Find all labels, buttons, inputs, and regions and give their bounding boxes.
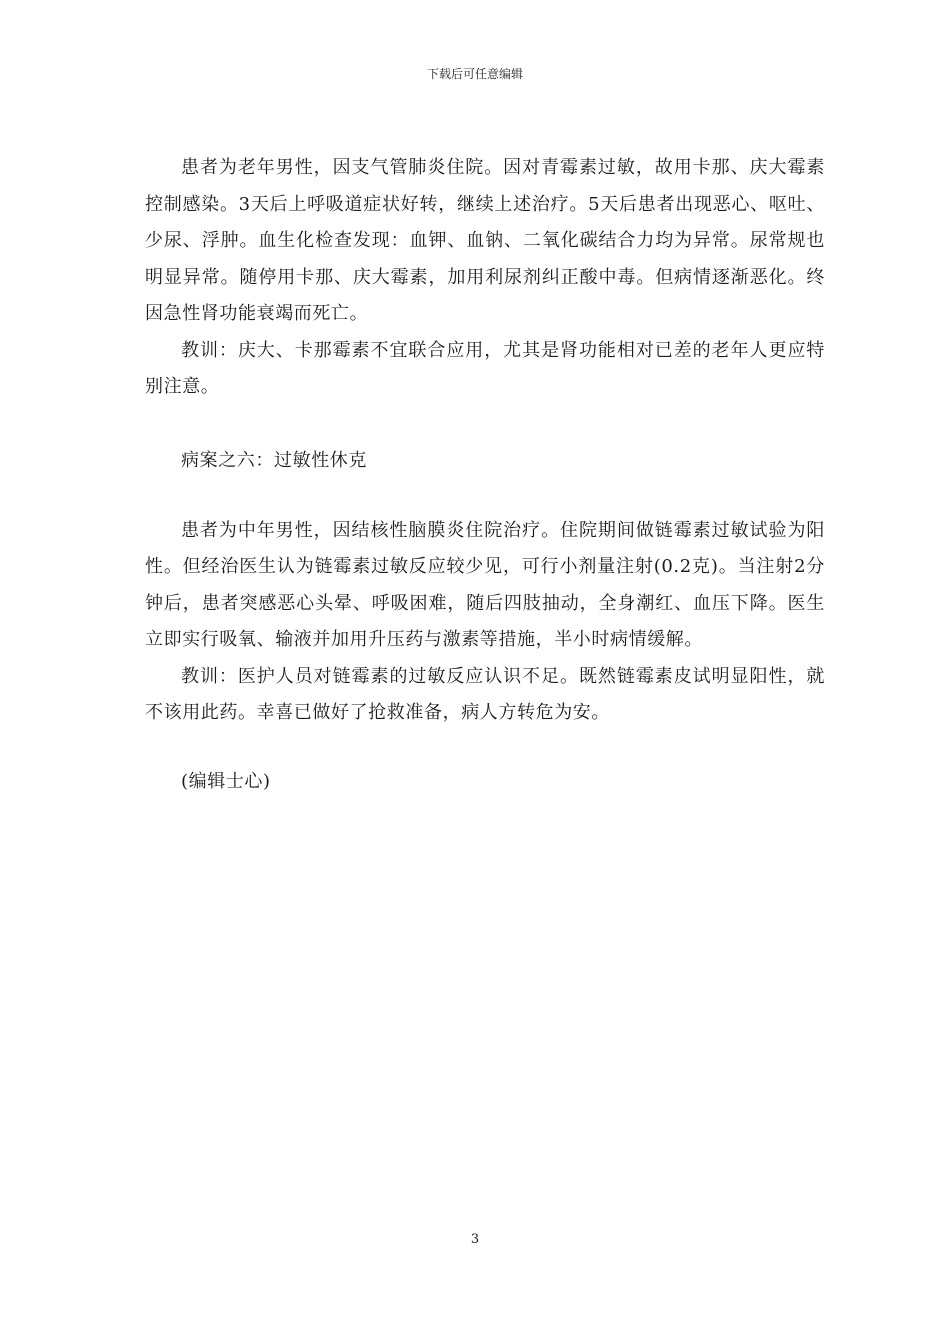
page-number: 3 bbox=[470, 1232, 480, 1247]
editor-credit: (编辑士心) bbox=[181, 770, 271, 792]
case5-lesson: 教训：庆大、卡那霉素不宜联合应用，尤其是肾功能相对已差的老年人更应特别注意。 bbox=[145, 339, 825, 397]
case6-lesson: 教训：医护人员对链霉素的过敏反应认识不足。既然链霉素皮试明显阳性，就不该用此药。幸喜已做好了抢救准备，病人方转危为安。 bbox=[145, 665, 825, 723]
document-body bbox=[145, 150, 825, 800]
page-header: 下载后可任意编辑 bbox=[426, 67, 523, 81]
case5-paragraph: 患者为老年男性，因支气管肺炎住院。因对青霉素过敏，故用卡那、庆大霉素控制感染。3天后上呼吸道症状好转，继续上述治疗。5天后患者出现恶心、呕吐、少尿、浮肿。血生化检查发现：血钾、血钠、二氧化碳结合力均为异常。尿常规也明显异常。随停用卡那、庆大霉素，加用利尿剂纠正酸中毒。但病情逐渐恶化。终因急性肾功能衰竭而死亡。 bbox=[145, 157, 825, 324]
case6-title: 病案之六：过敏性休克 bbox=[181, 449, 367, 471]
case6-paragraph: 患者为中年男性，因结核性脑膜炎住院治疗。住院期间做链霉素过敏试验为阳性。但经治医生认为链霉素过敏反应较少见，可行小剂量注射(0.2克)。当注射2分钟后，患者突感恶心头晕、呼吸困难，随后四肢抽动，全身潮红、血压下降。医生立即实行吸氧、输液并加用升压药与激素等措施，半小时病情缓解。 bbox=[145, 519, 825, 650]
